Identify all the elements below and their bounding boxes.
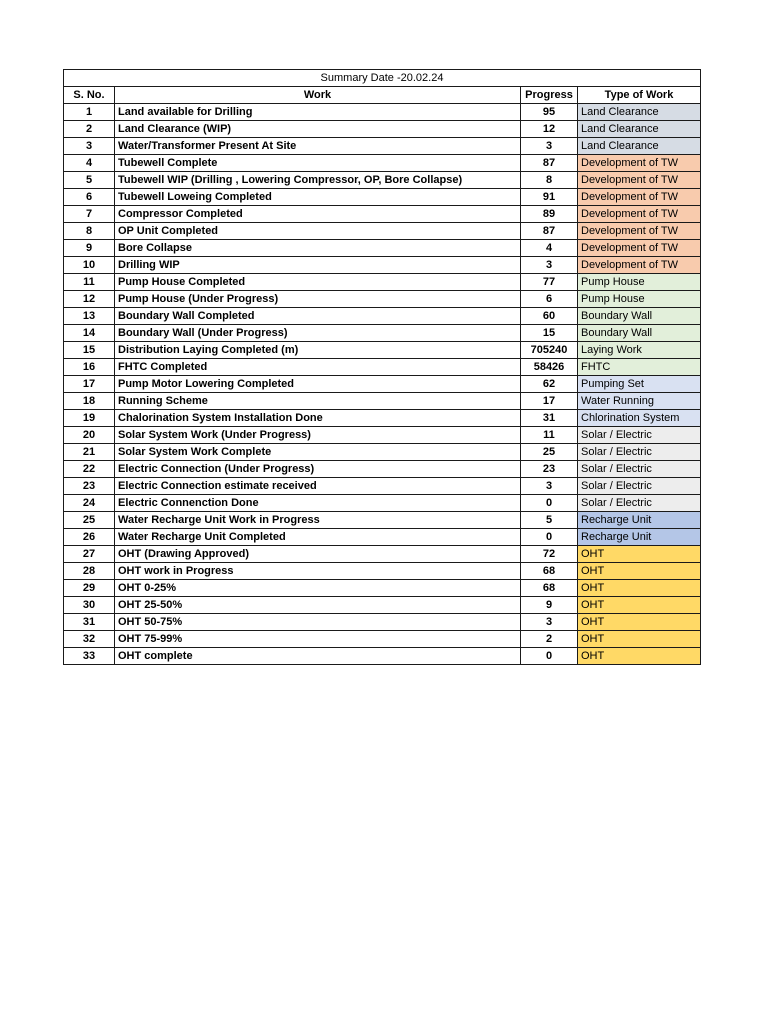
table-row: [64, 240, 701, 257]
row-type: OHT: [578, 580, 701, 597]
row-type: Water Running: [578, 393, 701, 410]
table-row: [64, 104, 701, 121]
row-sno: 30: [64, 597, 115, 614]
row-progress: 25: [521, 444, 578, 461]
row-progress: 5: [521, 512, 578, 529]
row-progress: 0: [521, 495, 578, 512]
row-work: OP Unit Completed: [115, 223, 521, 240]
row-progress: 72: [521, 546, 578, 563]
row-sno: 13: [64, 308, 115, 325]
row-sno: 28: [64, 563, 115, 580]
row-work: OHT 0-25%: [115, 580, 521, 597]
header-sno: S. No.: [64, 87, 115, 104]
row-sno: 22: [64, 461, 115, 478]
table-row: [64, 291, 701, 308]
row-progress: 6: [521, 291, 578, 308]
row-work: Tubewell Complete: [115, 155, 521, 172]
row-work: Water Recharge Unit Work in Progress: [115, 512, 521, 529]
row-sno: 15: [64, 342, 115, 359]
row-type: Land Clearance: [578, 121, 701, 138]
row-sno: 27: [64, 546, 115, 563]
row-type: Recharge Unit: [578, 512, 701, 529]
row-progress: 4: [521, 240, 578, 257]
row-work: Tubewell WIP (Drilling , Lowering Compressor, OP, Bore Collapse): [115, 172, 521, 189]
row-sno: 26: [64, 529, 115, 546]
row-progress: 58426: [521, 359, 578, 376]
row-type: Development of TW: [578, 189, 701, 206]
row-sno: 33: [64, 648, 115, 665]
row-type: Land Clearance: [578, 138, 701, 155]
row-sno: 10: [64, 257, 115, 274]
row-work: OHT 50-75%: [115, 614, 521, 631]
row-type: Development of TW: [578, 223, 701, 240]
table-row: [64, 342, 701, 359]
table-row: [64, 325, 701, 342]
row-work: Solar System Work Complete: [115, 444, 521, 461]
row-sno: 17: [64, 376, 115, 393]
table-row: [64, 257, 701, 274]
row-sno: 5: [64, 172, 115, 189]
row-type: Development of TW: [578, 206, 701, 223]
table-row: [64, 512, 701, 529]
row-work: Water/Transformer Present At Site: [115, 138, 521, 155]
row-progress: 87: [521, 155, 578, 172]
row-work: OHT 25-50%: [115, 597, 521, 614]
table-row: [64, 444, 701, 461]
title-row: [64, 70, 701, 87]
table-row: [64, 308, 701, 325]
row-progress: 62: [521, 376, 578, 393]
table-row: [64, 461, 701, 478]
row-progress: 9: [521, 597, 578, 614]
table-row: [64, 376, 701, 393]
row-work: Solar System Work (Under Progress): [115, 427, 521, 444]
table-row: [64, 427, 701, 444]
row-type: OHT: [578, 648, 701, 665]
row-work: Tubewell Loweing Completed: [115, 189, 521, 206]
table-row: [64, 648, 701, 665]
row-work: Pump House (Under Progress): [115, 291, 521, 308]
row-sno: 32: [64, 631, 115, 648]
row-progress: 60: [521, 308, 578, 325]
row-work: OHT 75-99%: [115, 631, 521, 648]
row-progress: 91: [521, 189, 578, 206]
row-type: Development of TW: [578, 155, 701, 172]
row-work: Running Scheme: [115, 393, 521, 410]
header-work: Work: [115, 87, 521, 104]
row-type: Solar / Electric: [578, 495, 701, 512]
header-progress: Progress: [521, 87, 578, 104]
row-sno: 20: [64, 427, 115, 444]
row-work: Drilling WIP: [115, 257, 521, 274]
row-sno: 18: [64, 393, 115, 410]
row-sno: 16: [64, 359, 115, 376]
table-row: [64, 172, 701, 189]
row-type: Solar / Electric: [578, 427, 701, 444]
row-progress: 77: [521, 274, 578, 291]
table-row: [64, 631, 701, 648]
row-progress: 68: [521, 563, 578, 580]
row-sno: 19: [64, 410, 115, 427]
row-sno: 29: [64, 580, 115, 597]
row-type: Solar / Electric: [578, 444, 701, 461]
row-work: Electric Connenction Done: [115, 495, 521, 512]
row-type: OHT: [578, 597, 701, 614]
row-work: Chalorination System Installation Done: [115, 410, 521, 427]
row-progress: 11: [521, 427, 578, 444]
row-progress: 0: [521, 529, 578, 546]
row-sno: 23: [64, 478, 115, 495]
row-type: Solar / Electric: [578, 478, 701, 495]
table-row: [64, 274, 701, 291]
row-sno: 8: [64, 223, 115, 240]
row-type: Pump House: [578, 291, 701, 308]
row-progress: 87: [521, 223, 578, 240]
row-progress: 3: [521, 614, 578, 631]
row-progress: 3: [521, 478, 578, 495]
table-row: [64, 410, 701, 427]
row-sno: 21: [64, 444, 115, 461]
row-type: OHT: [578, 631, 701, 648]
row-progress: 2: [521, 631, 578, 648]
row-work: FHTC Completed: [115, 359, 521, 376]
table-row: [64, 563, 701, 580]
row-work: Bore Collapse: [115, 240, 521, 257]
row-work: Boundary Wall (Under Progress): [115, 325, 521, 342]
row-type: Development of TW: [578, 172, 701, 189]
row-work: Boundary Wall Completed: [115, 308, 521, 325]
table-body: [64, 104, 701, 665]
summary-title: Summary Date -20.02.24: [64, 70, 701, 87]
row-progress: 8: [521, 172, 578, 189]
row-progress: 31: [521, 410, 578, 427]
row-type: Boundary Wall: [578, 325, 701, 342]
summary-table: [63, 69, 701, 665]
row-progress: 12: [521, 121, 578, 138]
table-row: [64, 155, 701, 172]
table-row: [64, 580, 701, 597]
row-work: Compressor Completed: [115, 206, 521, 223]
header-row: [64, 87, 701, 104]
row-type: Pumping Set: [578, 376, 701, 393]
table-row: [64, 206, 701, 223]
table-row: [64, 359, 701, 376]
table-row: [64, 495, 701, 512]
row-progress: 0: [521, 648, 578, 665]
row-sno: 9: [64, 240, 115, 257]
row-progress: 89: [521, 206, 578, 223]
row-type: OHT: [578, 546, 701, 563]
row-work: Distribution Laying Completed (m): [115, 342, 521, 359]
row-work: Land available for Drilling: [115, 104, 521, 121]
row-sno: 25: [64, 512, 115, 529]
row-progress: 95: [521, 104, 578, 121]
table-row: [64, 393, 701, 410]
table-row: [64, 597, 701, 614]
row-work: OHT work in Progress: [115, 563, 521, 580]
table-row: [64, 138, 701, 155]
table-row: [64, 121, 701, 138]
row-progress: 3: [521, 138, 578, 155]
row-work: Electric Connection (Under Progress): [115, 461, 521, 478]
row-type: OHT: [578, 563, 701, 580]
row-sno: 1: [64, 104, 115, 121]
table-row: [64, 614, 701, 631]
row-type: FHTC: [578, 359, 701, 376]
row-type: Land Clearance: [578, 104, 701, 121]
row-type: Development of TW: [578, 240, 701, 257]
row-sno: 7: [64, 206, 115, 223]
row-progress: 705240: [521, 342, 578, 359]
table-row: [64, 529, 701, 546]
row-sno: 3: [64, 138, 115, 155]
header-type: Type of Work: [578, 87, 701, 104]
row-sno: 24: [64, 495, 115, 512]
row-progress: 17: [521, 393, 578, 410]
row-sno: 2: [64, 121, 115, 138]
row-type: Development of TW: [578, 257, 701, 274]
table-row: [64, 478, 701, 495]
row-type: Chlorination System: [578, 410, 701, 427]
table-row: [64, 189, 701, 206]
row-sno: 6: [64, 189, 115, 206]
row-sno: 4: [64, 155, 115, 172]
row-type: Laying Work: [578, 342, 701, 359]
row-progress: 68: [521, 580, 578, 597]
row-work: OHT complete: [115, 648, 521, 665]
row-sno: 14: [64, 325, 115, 342]
row-work: OHT (Drawing Approved): [115, 546, 521, 563]
row-work: Pump House Completed: [115, 274, 521, 291]
row-progress: 23: [521, 461, 578, 478]
table-row: [64, 223, 701, 240]
row-progress: 3: [521, 257, 578, 274]
row-type: Pump House: [578, 274, 701, 291]
row-work: Pump Motor Lowering Completed: [115, 376, 521, 393]
row-progress: 15: [521, 325, 578, 342]
row-sno: 11: [64, 274, 115, 291]
row-type: Boundary Wall: [578, 308, 701, 325]
row-work: Land Clearance (WIP): [115, 121, 521, 138]
table-row: [64, 546, 701, 563]
row-type: Solar / Electric: [578, 461, 701, 478]
row-sno: 12: [64, 291, 115, 308]
row-sno: 31: [64, 614, 115, 631]
row-work: Water Recharge Unit Completed: [115, 529, 521, 546]
row-type: Recharge Unit: [578, 529, 701, 546]
row-work: Electric Connection estimate received: [115, 478, 521, 495]
row-type: OHT: [578, 614, 701, 631]
